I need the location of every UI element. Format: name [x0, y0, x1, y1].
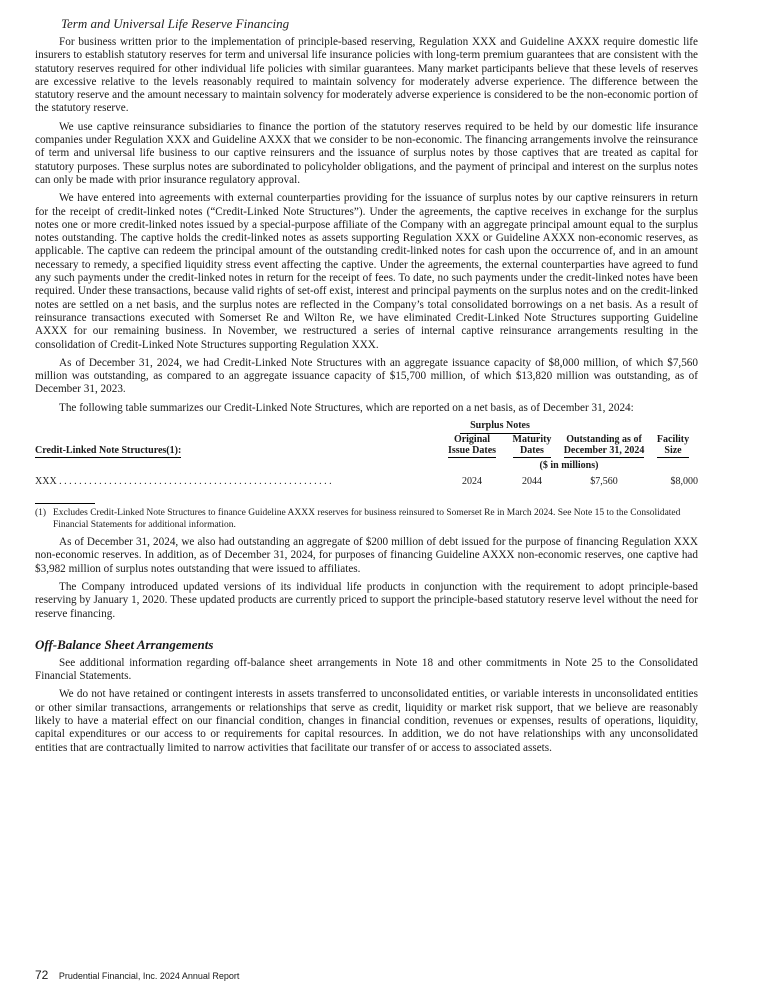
- table-row: [35, 471, 698, 487]
- paragraph: For business written prior to the implementation of principle-based reserving, Regulation XXX and Guideline AXXX require domestic life insurers to establish statutory reserves for term and universal life insurance policies with long-term premium guarantees that are consistent with the statutory reserves required for other individual life policies with similar guarantees. Many market participants believe that these levels of reserves are excessive relative to the levels reasonably required to maintain solvency for moderately adverse experience. The difference between the statutory reserve and the amount necessary to maintain solvency for moderately adverse experience is considered to be the non-economic portion of the statutory reserve.: [35, 36, 698, 115]
- paragraph: We use captive reinsurance subsidiaries to finance the portion of the statutory reserves required to be held by our domestic life insurance companies under Regulation XXX and Guideline AXXX that we consider to be non-economic. The financing arrangements involve the reinsurance of term and universal life business to our captive reinsurers and the issuance of surplus notes by those captives that are treated as capital for statutory purposes. These surplus notes are subordinated to policyholder obligations, and the payment of principal and interest on the surplus notes can only be made with prior insurance regulatory approval.: [35, 120, 698, 186]
- page-number: 72: [35, 968, 49, 982]
- footnote-marker: (1): [35, 508, 47, 519]
- col-header-maturity-dates: Maturity Dates: [512, 434, 552, 457]
- paragraph: We do not have retained or contingent interests in assets transferred to unconsolidated entities, or variable interests in unconsolidated entities or other similar transactions, arrangements or relationships that serve as credit, liquidity or market risk support, that we believe are reasonably likely to have a material effect on our financial condition, changes in financial condition, revenues or expenses, results of operations, liquidity, capital expenditures or our access to or requirements for capital resources. In addition, we do not have relationships with any unconsolidated entities that are contractually limited to narrow activities that facilitate our transfer of or access to associated assets.: [35, 688, 698, 754]
- cell-facility-size: $8,000: [670, 476, 698, 488]
- paragraph: As of December 31, 2024, we had Credit-Linked Note Structures with an aggregate issuance capacity of $8,000 million, of which $7,560 million was outstanding, as compared to an aggregate issuance capacity of $15,700 million, of which $13,820 million was outstanding, as of December 31, 2023.: [35, 356, 698, 396]
- footnote-text: Excludes Credit-Linked Note Structures to finance Guideline AXXX reserves for business reinsured to Somerset Re in March 2024. See Note 15 to the Consolidated Financial Statements for additional information.: [53, 508, 681, 531]
- col-header-issue-dates: Original Issue Dates: [447, 434, 497, 457]
- cell-issue-date: 2024: [462, 476, 482, 488]
- page-footer: [35, 966, 239, 984]
- col-header-facility-size: Facility Size: [656, 434, 690, 457]
- paragraph: As of December 31, 2024, we also had outstanding an aggregate of $200 million of debt issued for the purpose of financing Regulation XXX non-economic reserves. In addition, as of December 31, 2024, for purposes of financing Guideline AXXX non-economic reserves, one captive had $3,982 million of surplus notes outstanding that were issued to affiliates.: [35, 536, 698, 575]
- section-heading-off-balance-sheet: Off-Balance Sheet Arrangements: [35, 636, 214, 652]
- paragraph: The Company introduced updated versions of its individual life products in conjunction with the requirement to adopt principle-based reserving by January 1, 2020. These updated products are currently priced to support the principle-based statutory reserve level without the need for reserve financing.: [35, 580, 698, 620]
- row-label-xxx: XXX . . . . . . . . . . . . . . . . . . . . . . . . . . . . . . . . . . . . . . . . . . . . . . . . . . . . . . .: [35, 476, 332, 488]
- report-name: Prudential Financial, Inc. 2024 Annual Report: [58, 971, 240, 981]
- section-heading-reserve-financing: Term and Universal Life Reserve Financing: [61, 16, 290, 31]
- col-header-outstanding: Outstanding as of December 31, 2024: [563, 434, 645, 457]
- footnote: [35, 507, 698, 531]
- cell-outstanding: $7,560: [590, 476, 618, 488]
- table-header-row: [35, 434, 698, 458]
- paragraph: The following table summarizes our Credit-Linked Note Structures, which are reported on a net basis, as of December 31, 2024:: [59, 401, 634, 414]
- footnote-divider: [35, 503, 95, 504]
- cell-maturity-date: 2044: [522, 476, 542, 488]
- surplus-notes-group-header: Surplus Notes: [440, 420, 560, 434]
- units-label: ($ in millions): [539, 460, 599, 472]
- table-units-row: [35, 458, 698, 471]
- row-header: Credit-Linked Note Structures(1):: [35, 445, 182, 457]
- paragraph: See additional information regarding off-balance sheet arrangements in Note 18 and other commitments in Note 25 to the Consolidated Financial Statements.: [35, 656, 698, 683]
- table-group-header-row: [35, 420, 698, 434]
- credit-linked-note-table: [35, 420, 698, 487]
- page-content: [35, 16, 698, 760]
- paragraph: We have entered into agreements with external counterparties providing for the issuance of surplus notes by our captive reinsurers in return for the receipt of credit-linked notes (“Credit-Linked Note Structures”). Under the agreements, the captive receives in exchange for the surplus notes one or more credit-linked notes issued by a special-purpose affiliate of the Company with an aggregate principal amount equal to the surplus notes outstanding. The captive holds the credit-linked notes as assets supporting Regulation XXX or Guideline AXXX non-economic reserves, as applicable. The captive can redeem the principal amount of the outstanding credit-linked notes for cash upon the occurrence of, and in an amount necessary to remedy, a specified liquidity stress event affecting the captive. Under the agreements, the external counterparties have agreed to fund any such payments under the credit-linked notes in return for the receipt of fees. To date, no such payments under the credit-linked notes have been required. Under these transactions, because valid rights of set-off exist, interest and principal payments on the surplus notes and on the credit-linked notes are settled on a net basis, and the surplus notes are reflected in the Company’s total consolidated borrowings on a net basis. As a result of reinsurance transactions executed with Somerset Re and Wilton Re, we have eliminated Credit-Linked Note Structures supporting Guideline AXXX for our remaining business. In November, we restructured a series of internal captive reinsurance arrangements resulting in the consolidation of Credit-Linked Note Structures supporting Regulation XXX.: [35, 192, 698, 351]
